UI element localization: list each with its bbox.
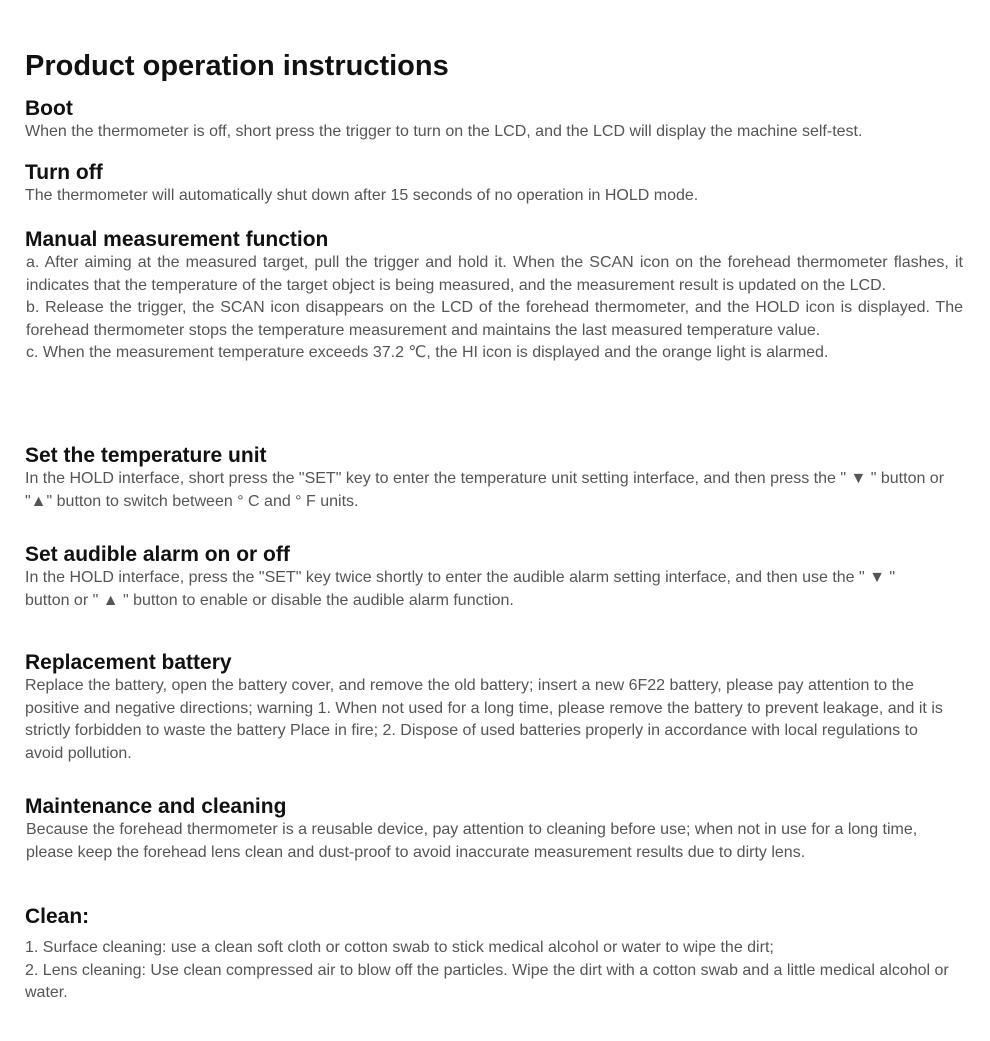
section-audible-alarm <box>25 543 940 612</box>
section-text-turn-off: The thermometer will automatically shut down after 15 seconds of no operation in HOLD mode. <box>25 187 699 204</box>
section-heading-turn-off: Turn off <box>25 161 103 184</box>
section-replacement-battery <box>25 651 960 765</box>
section-temperature-unit <box>25 444 961 513</box>
section-heading-audible-alarm: Set audible alarm on or off <box>25 543 290 566</box>
section-text-maintenance: Because the forehead thermometer is a reusable device, pay attention to cleaning before use; when not in use for a long time, please keep the forehead lens clean and dust-proof to avoid inaccurate measurement results due to dirty lens. <box>26 821 918 861</box>
manual-step-c: c. When the measurement temperature exceeds 37.2 ℃, the HI icon is displayed and the orange light is alarmed. <box>26 344 829 361</box>
page-title: Product operation instructions <box>25 50 449 82</box>
clean-step-2: 2. Lens cleaning: Use clean compressed air to blow off the particles. Wipe the dirt with a cotton swab and a little medical alcohol or water. <box>25 961 949 1001</box>
section-heading-replacement-battery: Replacement battery <box>25 651 232 674</box>
clean-step-1: 1. Surface cleaning: use a clean soft cloth or cotton swab to stick medical alcohol or water to wipe the dirt; <box>25 939 774 956</box>
section-maintenance <box>25 795 965 864</box>
section-boot <box>25 97 965 144</box>
section-heading-boot: Boot <box>25 97 73 120</box>
section-turn-off <box>25 161 965 208</box>
section-heading-temperature-unit: Set the temperature unit <box>25 444 267 467</box>
section-heading-manual-measurement: Manual measurement function <box>25 228 329 251</box>
manual-step-a: a. After aiming at the measured target, pull the trigger and hold it. When the SCAN icon on the forehead thermometer flashes, it indicates that the temperature of the target object is being measured, and the measurement result is updated on the LCD. <box>26 254 963 294</box>
manual-step-b: b. Release the trigger, the SCAN icon disappears on the LCD of the forehead thermometer, and the HOLD icon is displayed. The forehead thermometer stops the temperature measurement and maintains the last measured temperature value. <box>26 299 963 339</box>
section-text-audible-alarm: In the HOLD interface, press the "SET" key twice shortly to enter the audible alarm setting interface, and then use the " ▼ " button or " ▲ " button to enable or disable the audible alarm function. <box>25 569 896 609</box>
section-heading-clean: Clean: <box>25 905 90 928</box>
section-text-boot: When the thermometer is off, short press the trigger to turn on the LCD, and the LCD will display the machine self-test. <box>25 123 863 140</box>
section-clean <box>25 905 965 1005</box>
section-manual-measurement <box>26 228 963 365</box>
section-heading-maintenance: Maintenance and cleaning <box>25 795 287 818</box>
section-text-temperature-unit: In the HOLD interface, short press the "SET" key to enter the temperature unit setting interface, and then press the " ▼ " button or "▲" button to switch between ° C and ° F units. <box>25 470 945 510</box>
section-text-replacement-battery: Replace the battery, open the battery cover, and remove the old battery; insert a new 6F22 battery, please pay attention to the positive and negative directions; warning 1. When not used for a long time, please remove the battery to prevent leakage, and it is strictly forbidden to waste the battery Place in fire; 2. Dispose of used batteries properly in accordance with local regulations to avoid pollution. <box>25 677 943 762</box>
